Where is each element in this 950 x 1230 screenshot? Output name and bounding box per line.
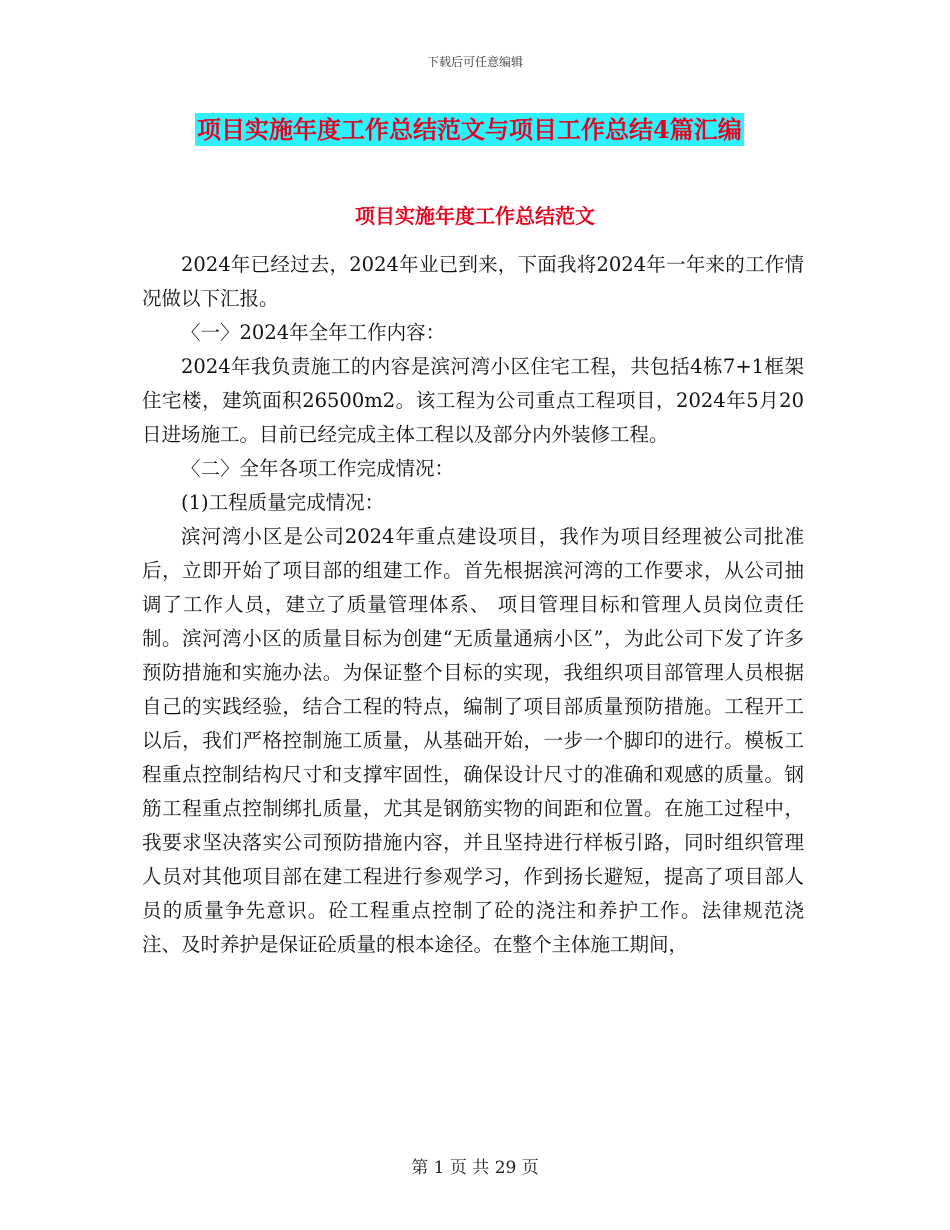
paragraph: 滨河湾小区是公司2024年重点建设项目，我作为项目经理被公司批准后，立即开始了项目部的组建工作。首先根据滨河湾的工作要求，从公司抽调了工作人员，建立了质量管理体系、 项目管理目标和管理人员岗位责任制。滨河湾小区的质量目标为创建“无质量通病小区”，为此公司下发了许多预防措施和实施办法。为保证整个目标的实现，我组织项目部管理人员根据自己的实践经验，结合工程的特点，编制了项目部质量预防措施。工程开工以后，我们严格控制施工质量，从基础开始，一步一个脚印的进行。模板工程重点控制结构尺寸和支撑牢固性，确保设计尺寸的准确和观感的质量。钢筋工程重点控制绑扎质量，尤其是钢筋实物的间距和位置。在施工过程中，我要求坚决落实公司预防措施内容，并且坚持进行样板引路，同时组织管理人员对其他项目部在建工程进行参观学习，作到扬长避短，提高了项目部人员的质量争先意识。砼工程重点控制了砼的浇注和养护工作。法律规范浇注、及时养护是保证砼质量的根本途径。在整个主体施工期间， [142, 525, 804, 956]
paragraph: 〈二〉全年各项工作完成情况： [181, 457, 455, 480]
document-title: 项目实施年度工作总结范文与项目工作总结4篇汇编 [197, 115, 742, 144]
paragraph: 〈一〉2024年全年工作内容： [181, 321, 446, 344]
document-body [142, 248, 804, 962]
header-note: 下载后可任意编辑 [426, 55, 523, 69]
paragraph: 2024年已经过去，2024年业已到来，下面我将2024年一年来的工作情况做以下汇报。 [142, 253, 804, 310]
paragraph: 2024年我负责施工的内容是滨河湾小区住宅工程，共包括4栋7+1框架住宅楼，建筑面积26500m2。该工程为公司重点工程项目，2024年5月20日进场施工。目前已经完成主体工程以及部分内外装修工程。 [142, 355, 804, 446]
section-title: 项目实施年度工作总结范文 [355, 204, 595, 228]
paragraph: (1)工程质量完成情况： [181, 491, 385, 514]
page-number-footer: 第 1 页 共 29 页 [411, 1158, 539, 1178]
